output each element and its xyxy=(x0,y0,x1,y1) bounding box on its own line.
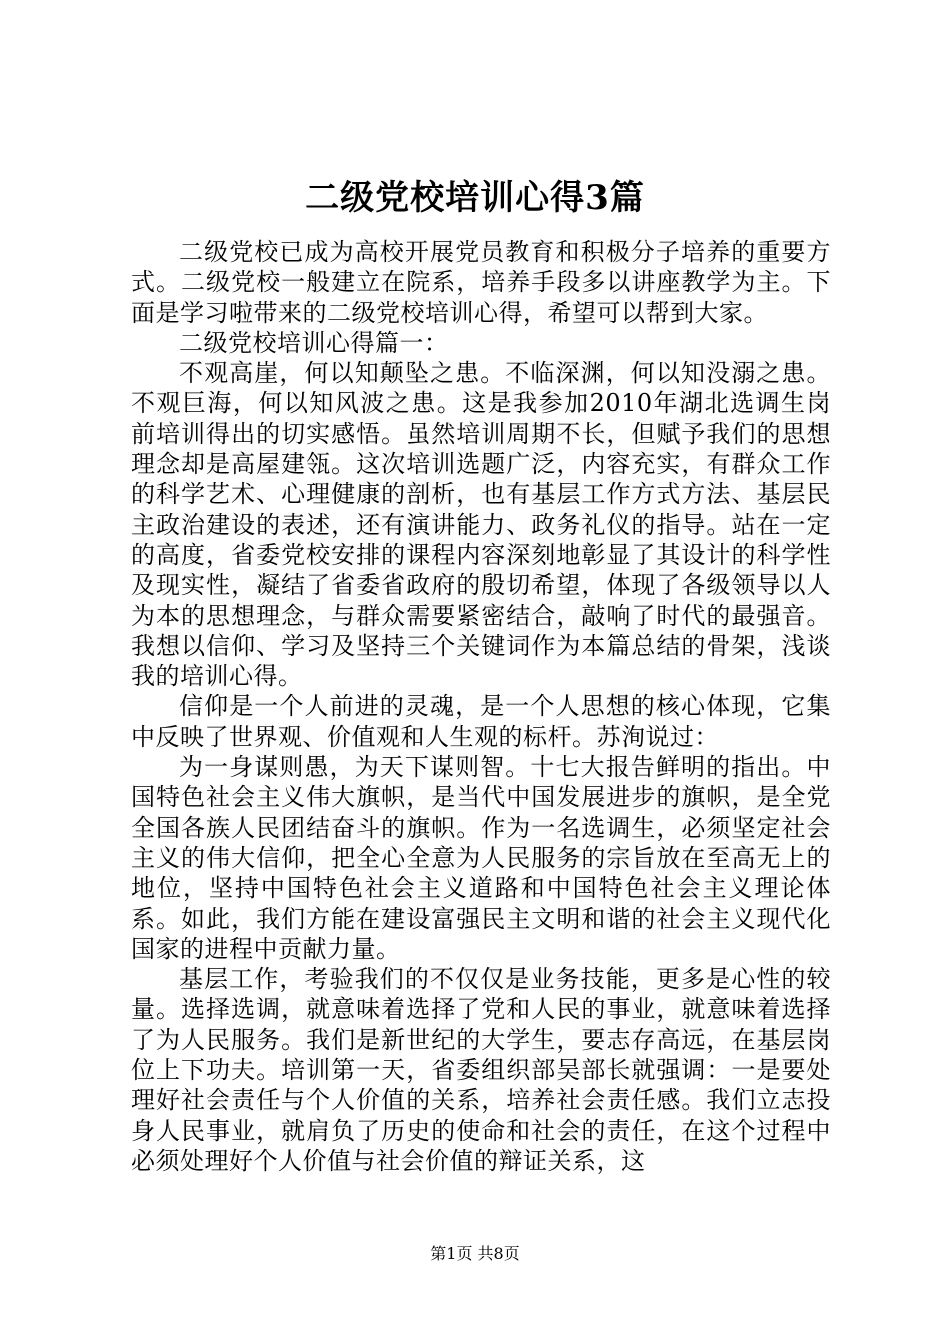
body-paragraph-4: 基层工作，考验我们的不仅仅是业务技能，更多是心性的较量。选择选调，就意味着选择了党和人民的事业，就意味着选择了为人民服务。我们是新世纪的大学生，要志存高远，在基层岗位上下功夫。培训第一天，省委组织部吴部长就强调：一是要处理好社会责任与个人价值的关系，培养社会责任感。我们立志投身人民事业，就肩负了历史的使命和社会的责任，在这个过程中必须处理好个人价值与社会价值的辩证关系，这 xyxy=(131,965,831,1175)
body-paragraph-3: 为一身谋则愚，为天下谋则智。十七大报告鲜明的指出。中国特色社会主义伟大旗帜，是当代中国发展进步的旗帜，是全党全国各族人民团结奋斗的旗帜。作为一名选调生，必须坚定社会主义的伟大信仰，把全心全意为人民服务的宗旨放在至高无上的地位，坚持中国特色社会主义道路和中国特色社会主义理论体系。如此，我们方能在建设富强民主文明和谐的社会主义现代化国家的进程中贡献力量。 xyxy=(131,753,831,963)
document-body xyxy=(131,237,831,1176)
document-title: 二级党校培训心得3篇 xyxy=(305,178,645,218)
section-heading: 二级党校培训心得篇一： xyxy=(179,328,449,357)
body-paragraph-2: 信仰是一个人前进的灵魂，是一个人思想的核心体现，它集中反映了世界观、价值观和人生观的标杆。苏洵说过： xyxy=(131,692,831,751)
body-paragraph-1: 不观高崖，何以知颠坠之患。不临深渊，何以知没溺之患。不观巨海，何以知风波之患。这是我参加2010年湖北选调生岗前培训得出的切实感悟。虽然培训周期不长，但赋予我们的思想理念却是高屋建瓴。这次培训选题广泛，内容充实，有群众工作的科学艺术、心理健康的剖析，也有基层工作方式方法、基层民主政治建设的表述，还有演讲能力、政务礼仪的指导。站在一定的高度，省委党校安排的课程内容深刻地彰显了其设计的科学性及现实性，凝结了省委省政府的殷切希望，体现了各级领导以人为本的思想理念，与群众需要紧密结合，敲响了时代的最强音。我想以信仰、学习及坚持三个关键词作为本篇总结的骨架，浅谈我的培训心得。 xyxy=(131,359,831,691)
intro-paragraph: 二级党校已成为高校开展党员教育和积极分子培养的重要方式。二级党校一般建立在院系，培养手段多以讲座教学为主。下面是学习啦带来的二级党校培训心得，希望可以帮到大家。 xyxy=(131,238,831,327)
page-number-footer: 第1页 共8页 xyxy=(430,1244,520,1263)
